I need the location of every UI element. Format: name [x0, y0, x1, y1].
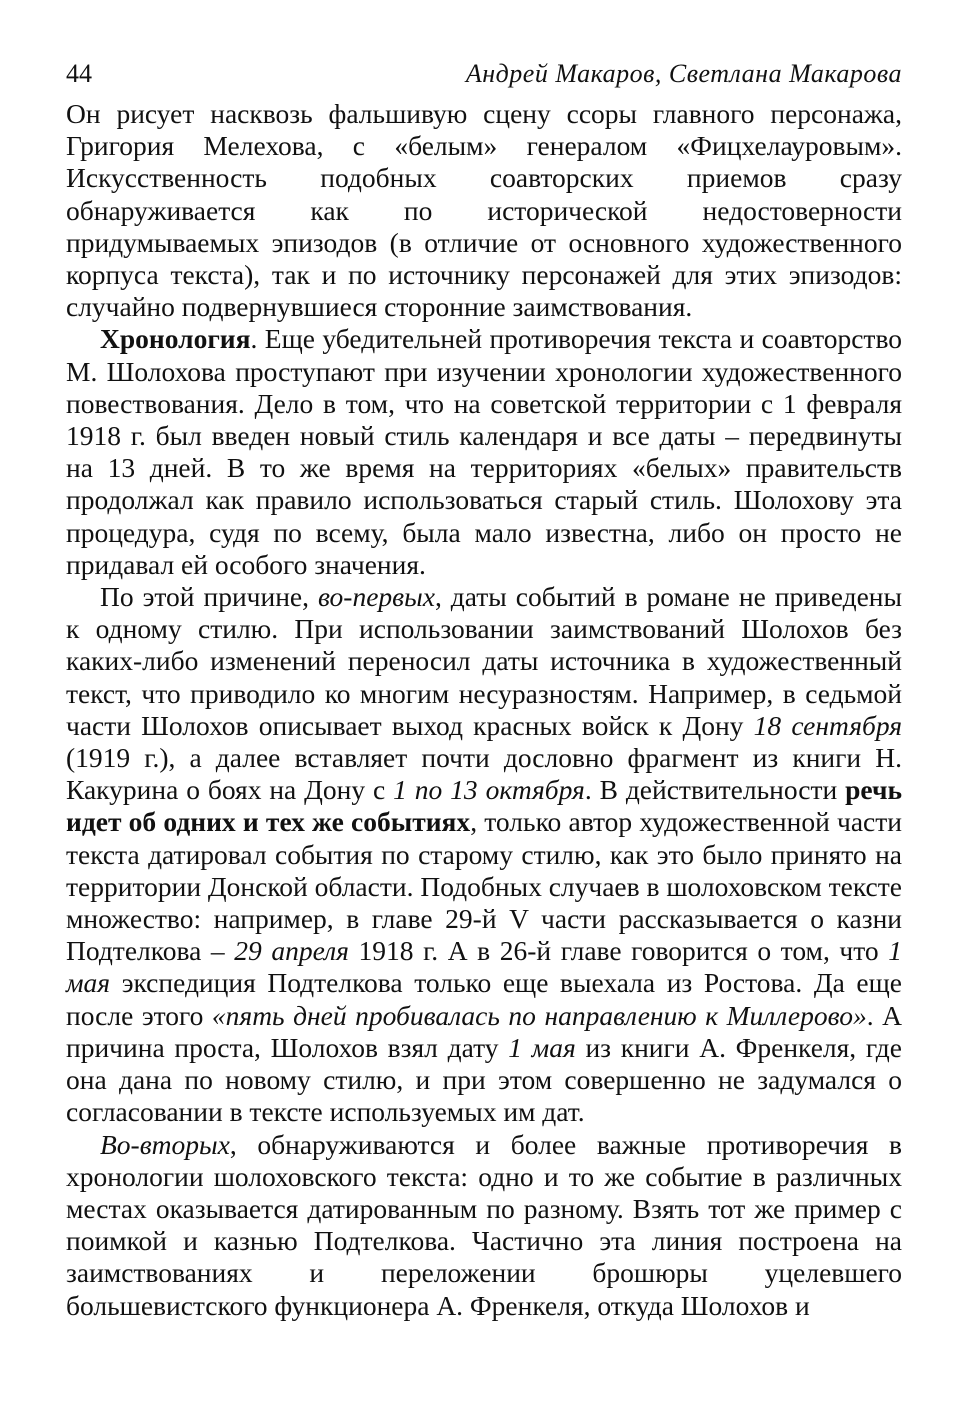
text-run: 1918 г. А в 26-й главе говорится о том, что: [348, 935, 889, 967]
text-run: По этой причине,: [100, 581, 318, 613]
section-heading-chronology: Хронология: [100, 323, 251, 355]
date-italic: 18 сентября: [753, 709, 902, 741]
text-run: , только автор художественной части текста датировал события по старому стилю, как это было принято на территории Донской области. Подобных случаев в шолоховском тексте множество: например, в главе 29-й V части рассказывается о казни Подтелкова –: [66, 806, 902, 967]
text-run: экспедиция Подтелкова только еще выехала из Ростова. Да еще после этого: [66, 967, 902, 1031]
date-italic: 1 мая: [508, 1031, 576, 1063]
text-run: . А причина проста, Шолохов взял дату: [66, 999, 902, 1063]
emphasis-first: во-первых: [317, 581, 435, 613]
book-page: [66, 58, 902, 1322]
paragraph-2: [66, 323, 902, 581]
body-text: [66, 98, 902, 1322]
bold-emphasis: речь идет об одних и тех же событиях: [66, 774, 903, 838]
emphasis-second: Во-вторых: [100, 1128, 230, 1160]
paragraph-2-text: . Еще убедительней противоречия текста и соавторство М. Шолохова проступают при изучении хронологии художественного повествования. Дело в том, что на советской территории с 1 февраля 1918 г. был введен новый стиль календаря и все даты – передвинуты на 13 дней. В то же время на территориях «белых» правительств продолжал как правило использоваться старый стиль. Шолохову эта процедура, судя по всему, была мало известна, либо он просто не придавал ей особого значения.: [66, 323, 902, 580]
text-run: из книги А. Френкеля, где она дана по новому стилю, и при этом совершенно не задумался о согласовании в тексте используемых им дат.: [66, 1031, 902, 1128]
paragraph-4: [66, 1129, 902, 1322]
page-number: 44: [66, 59, 92, 88]
text-run: . В действительности: [584, 774, 846, 806]
paragraph-1: Он рисует насквозь фальшивую сцену ссоры главного персонажа, Григория Мелехова, с «белым» генералом «Фицхелауровым». Искусственность подобных соавторских приемов сразу обнаруживается как по исторической недостоверности придумываемых эпизодов (в отличие от основного художественного корпуса текста), так и по источнику персонажей для этих эпизодов: случайно подвернувшиеся сторонние заимствования.: [66, 98, 902, 323]
text-run: , обнаруживаются и более важные противоречия в хронологии шолоховского текста: одно и то же событие в различных местах оказывается датированным по разному. Взять тот же пример с поимкой и казнью Подтелкова. Частично эта линия построена на заимствованиях и переложении брошюры уцелевшего большевистского функционера А. Френкеля, откуда Шолохов и: [66, 1128, 902, 1321]
text-run: , даты событий в романе не приведены к одному стилю. При использовании заимствований Шолохов без каких-либо изменений переносил даты источника в художественный текст, что приводило ко многим несуразностям. Например, в седьмой части Шолохов описывает выход красных войск к Дону: [66, 581, 902, 741]
running-header: [66, 58, 902, 98]
text-run: (1919 г.), а далее вставляет почти дословно фрагмент из книги Н. Какурина о боях на Дону с: [66, 742, 902, 806]
date-italic: 1 мая: [66, 935, 902, 999]
paragraph-3: [66, 581, 902, 1128]
running-head-authors: Андрей Макаров, Светлана Макарова: [465, 59, 902, 88]
date-italic: 1 по 13 октября: [393, 774, 585, 806]
quote-italic: «пять дней пробивалась по направлению к Миллерово»: [211, 999, 867, 1031]
date-italic: 29 апреля: [234, 935, 349, 967]
